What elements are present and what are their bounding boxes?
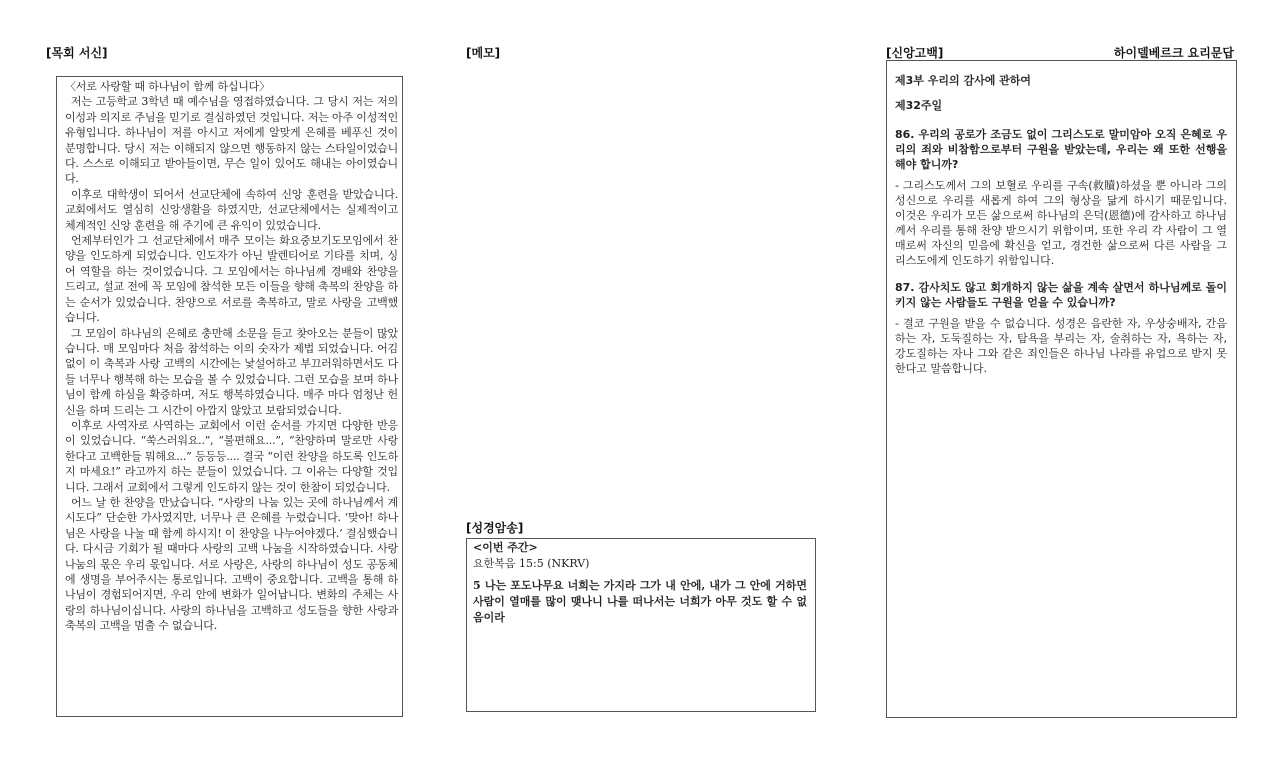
verse-week-heading: <이번 주간> bbox=[473, 541, 538, 554]
memorization-title: [성경암송] bbox=[466, 521, 524, 535]
catechism-week: 제32주일 bbox=[895, 99, 943, 112]
catechism-answer: - 결코 구원을 받을 수 없습니다. 성경은 음란한 자, 우상숭배자, 간음하는 자, 도둑질하는 자, 탐욕을 부리는 자, 술취하는 자, 욕하는 자, 강도질하는 자나 그와 같은 죄인들은 하나님 나라를 유업으로 받지 못한다고 말씀합니다. bbox=[895, 317, 1227, 375]
catechism-part: 제3부 우리의 감사에 관하여 bbox=[895, 74, 1032, 87]
catechism-question: 86. 우리의 공로가 조금도 없이 그리스도로 말미암아 오직 은혜로 우리의 죄와 비참함으로부터 구원을 받았는데, 우리는 왜 또한 선행을 해야 합니까? bbox=[895, 128, 1227, 171]
memory-verse-box bbox=[466, 538, 816, 712]
letter-paragraph: 이후로 대학생이 되어서 선교단체에 속하여 신앙 훈련을 받았습니다. 교회에서도 열심히 신앙생활을 하였지만, 선교단체에서는 실제적이고 체계적인 신앙 훈련을 해 주기에 큰 유익이 있었습니다. bbox=[65, 187, 398, 232]
letter-paragraph: 언제부터인가 그 선교단체에서 매주 모이는 화요중보기도모임에서 찬양을 인도하게 되었습니다. 인도자가 아닌 발렌티어로 기타를 치며, 싱어 역할을 하는 것이었습니다. 그 모임에서는 하나님께 경배와 찬양을 드리고, 설교 전에 꼭 모임에 참석한 모든 이들을 향해 축복의 찬양을 하는 순서가 있었습니다. 찬양으로 서로를 축복하고, 말로 사랑을 고백했습니다. bbox=[65, 234, 398, 325]
memo-title: [메모] bbox=[466, 46, 501, 60]
catechism-answer: - 그리스도께서 그의 보혈로 우리를 구속(救贖)하셨을 뿐 아니라 그의 성신으로 우리를 새롭게 하여 그의 형상을 닮게 하시기 때문입니다. 이것은 우리가 모든 삶으로써 하나님의 은덕(恩德)에 감사하고 하나님께서 우리를 통해 찬양 받으시기 위함이며, 또한 우리 각 사람이 그 열매로써 자신의 믿음에 확신을 얻고, 경건한 삶으로써 다른 사람을 그리스도에게 인도하기 위함입니다. bbox=[895, 179, 1227, 267]
letter-paragraph: 저는 고등학교 3학년 때 예수님을 영접하였습니다. 그 당시 저는 저의 이성과 의지로 주님을 믿기로 결심하였던 것입니다. 저는 아주 이성적인 유형입니다. 하나님이 저를 아시고 저에게 알맞게 은혜를 베푸신 것이 분명합니다. 당시 저는 이해되지 않으면 행동하지 않는 스타일이었습니다. 스스로 이해되고 받아들이면, 무슨 일이 있어도 해내는 아이였습니다. bbox=[65, 95, 398, 186]
letter-heading: 〈서로 사랑할 때 하나님이 함께 하십니다〉 bbox=[65, 80, 270, 93]
catechism-question: 87. 감사치도 않고 회개하지 않는 삶을 계속 살면서 하나님께로 돌이키지 않는 사람들도 구원을 얻을 수 있습니까? bbox=[895, 281, 1227, 309]
catechism-box bbox=[886, 60, 1237, 718]
letter-paragraph: 이후로 사역자로 사역하는 교회에서 이런 순서를 가지면 다양한 반응이 있었습니다. “쑥스러워요..”, “불편해요...”, “찬양하며 말로만 사랑한다고 고백한들 뭐해요...” 등등등.... 결국 “이런 찬양을 하도록 인도하지 마세요!” 라고까지 하는 분들이 있었습니다. 그 이유는 다양할 것입니다. 그래서 교회에서 그렇게 인도하지 않는 것이 한참이 되었습니다. bbox=[65, 418, 398, 494]
confession-title: [신앙고백] bbox=[886, 46, 944, 60]
letter-paragraph: 어느 날 한 찬양을 만났습니다. “사랑의 나눔 있는 곳에 하나님께서 계시도다” 단순한 가사였지만, 너무나 큰 은혜를 누렸습니다. ‘맞아! 하나님은 사랑을 나눌 때 함께 하시지! 이 찬양을 나누어야겠다.’ 결심했습니다. 다시금 기회가 될 때마다 사랑의 고백 나눔을 시작하였습니다. 사랑 나눔의 몫은 우리 몫입니다. 서로 사랑은, 사랑의 하나님이 성도 공동체에 생명을 부어주시는 통로입니다. 고백이 중요합니다. 고백을 통해 하나님이 경험되어지면, 우리 안에 변화가 일어납니다. 변화의 주체는 사랑의 하나님이십니다. 사랑의 하나님을 고백하고 성도들을 향한 사랑과 축복의 고백을 멈출 수 없습니다. bbox=[65, 495, 398, 633]
pastoral-letter-box bbox=[56, 76, 403, 717]
letter-paragraph: 그 모임이 하나님의 은혜로 충만해 소문을 듣고 찾아오는 분들이 많았습니다. 매 모임마다 처음 참석하는 이의 숫자가 제법 되었습니다. 어김없이 이 축복과 사랑 고백의 시간에는 낯설어하고 부끄러워하면서도 다들 너무나 행복해 하는 모습을 볼 수 있었습니다. 그런 모습을 보며 하나님이 함께 하심을 확증하며, 저도 행복하였습니다. 매주 마다 엄청난 헌신을 하며 드리는 그 시간이 아깝지 않았고 보람되었습니다. bbox=[65, 326, 398, 417]
verse-reference: 요한복음 15:5 (NKRV) bbox=[473, 557, 590, 570]
pastoral-letter-title: [목회 서신] bbox=[46, 46, 108, 60]
verse-text: 5 나는 포도나무요 너희는 가지라 그가 내 안에, 내가 그 안에 거하면 사람이 열매를 많이 맺나니 나를 떠나서는 너희가 아무 것도 할 수 없음이라 bbox=[473, 579, 807, 624]
catechism-name: 하이델베르크 요리문답 bbox=[1113, 46, 1234, 60]
